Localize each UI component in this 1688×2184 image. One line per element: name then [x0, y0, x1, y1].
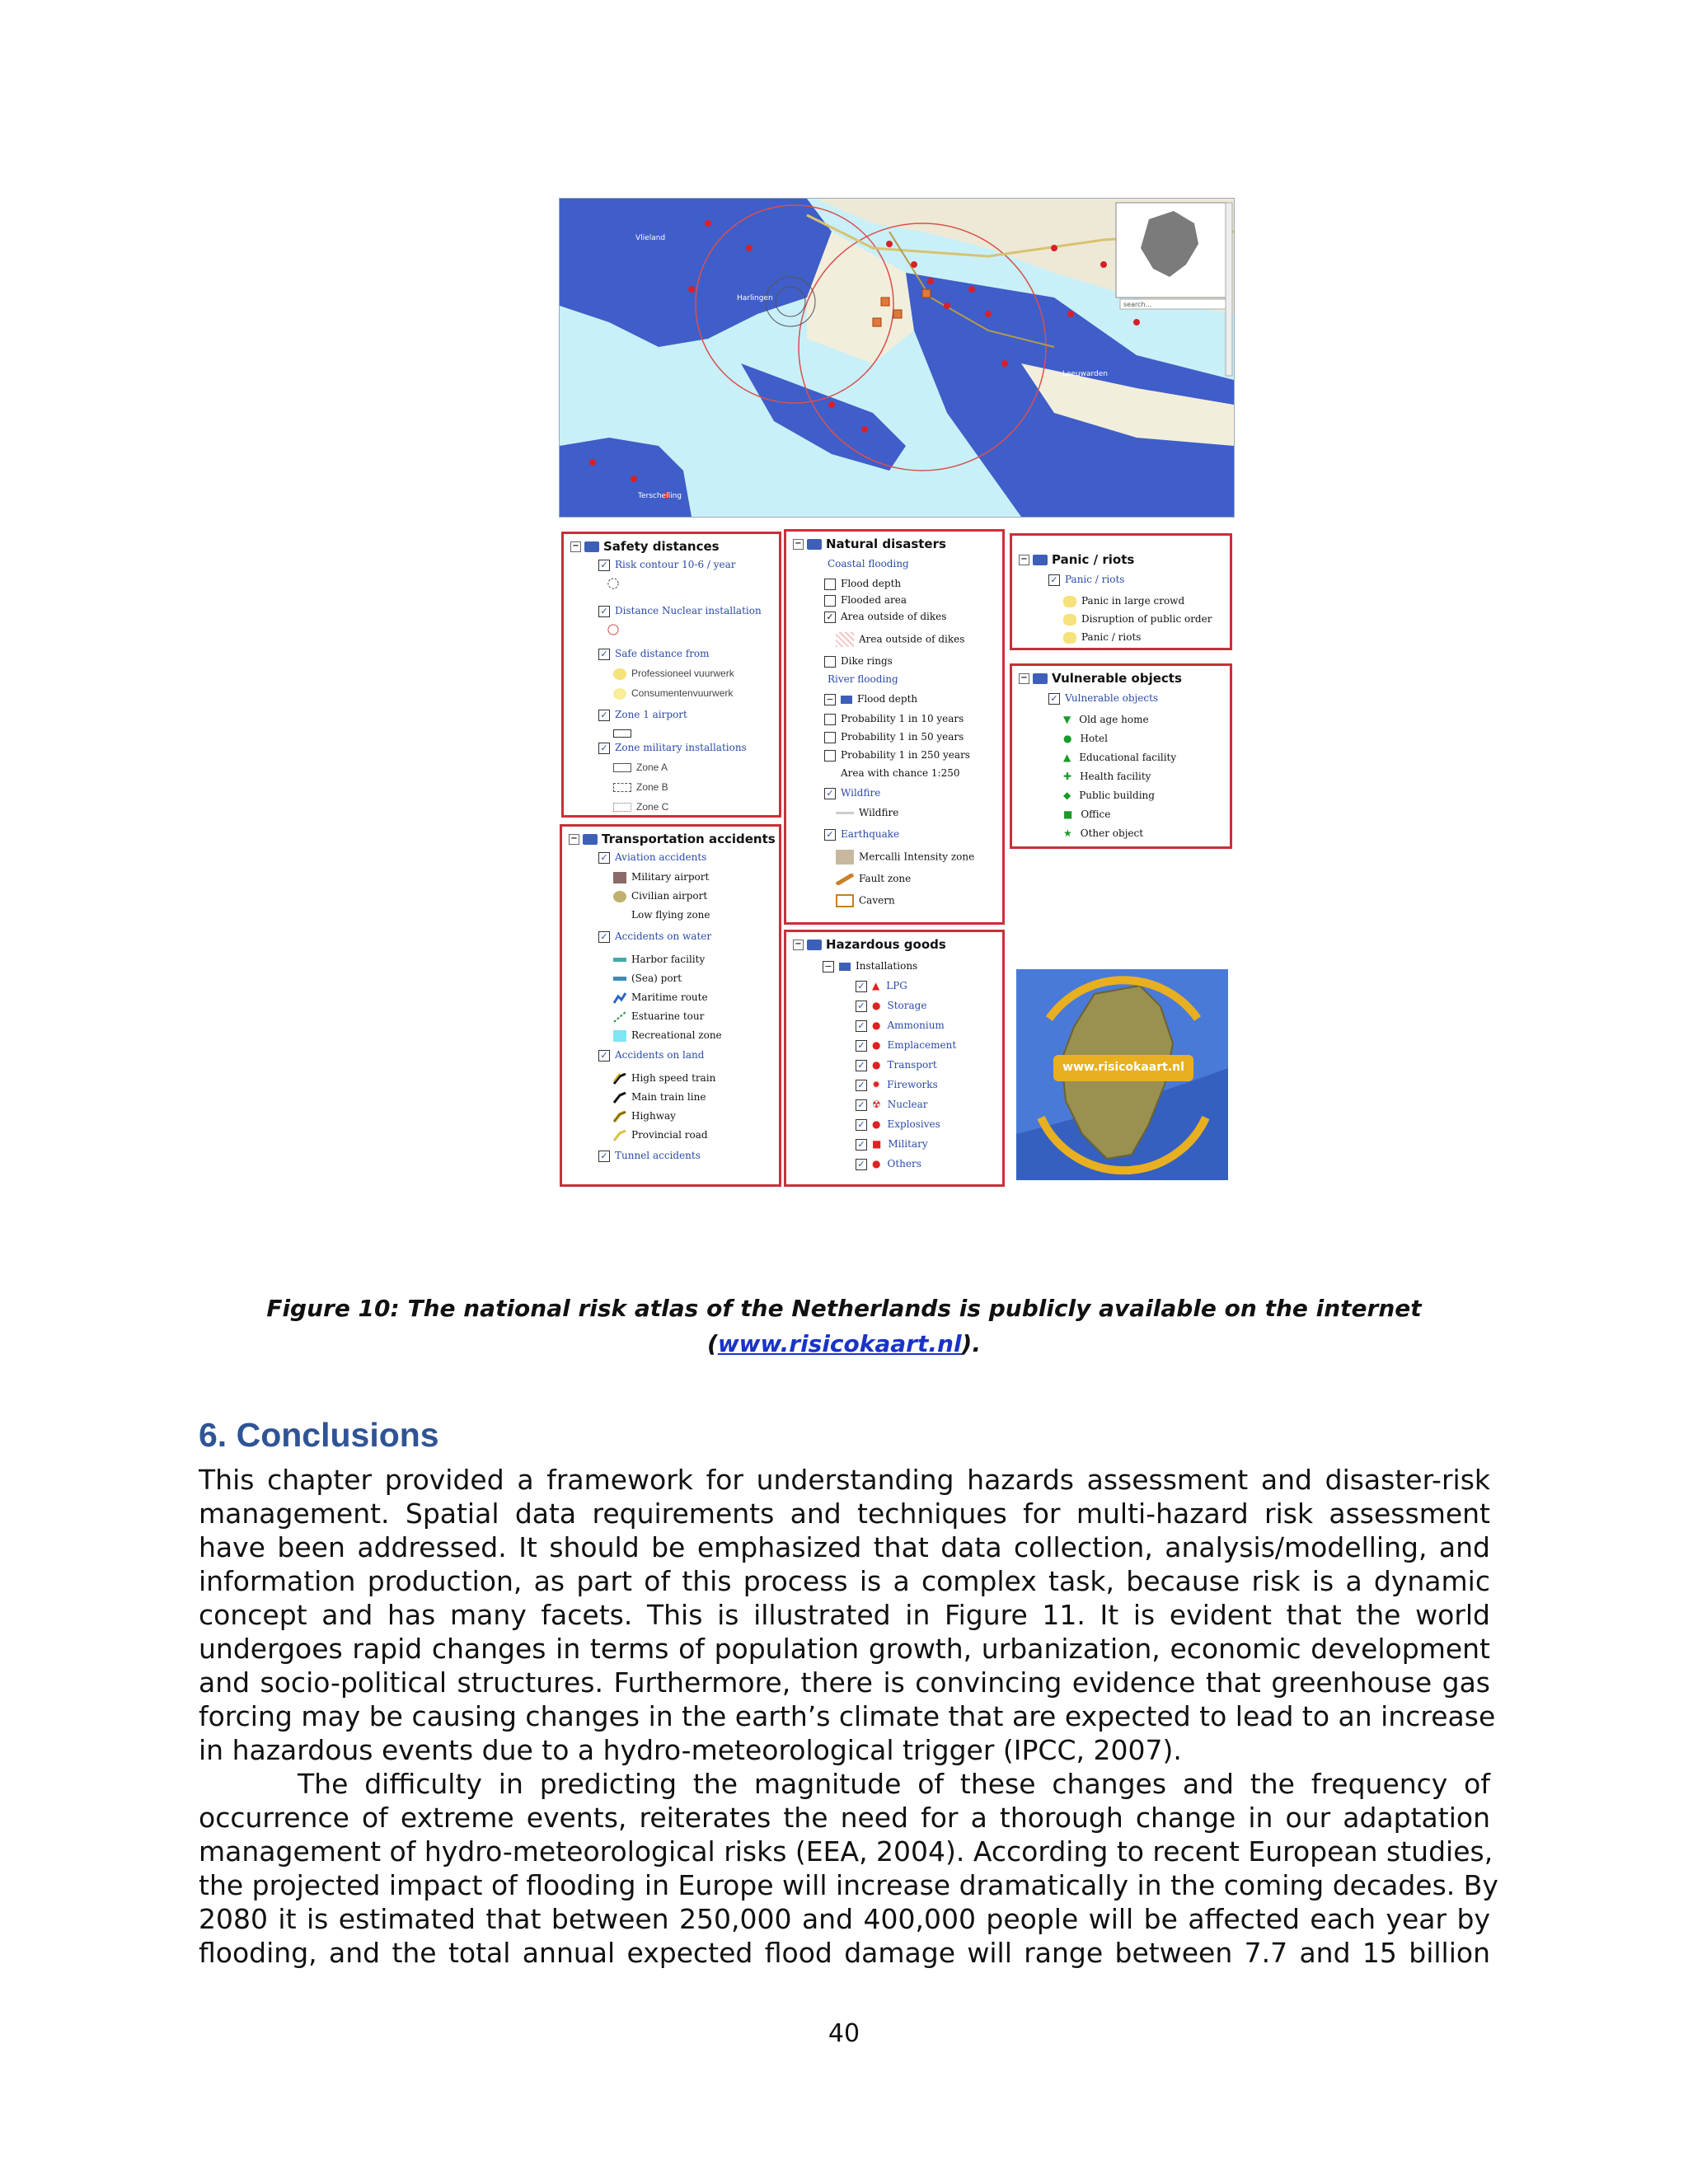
train-icon — [613, 1073, 626, 1085]
recreational-zone-icon — [613, 1030, 626, 1042]
rectangle-icon — [613, 729, 631, 738]
maritime-route-icon — [613, 992, 626, 1004]
cavern-icon — [836, 894, 854, 907]
dot-icon: ● — [872, 1000, 881, 1011]
dot-icon: ● — [872, 1118, 881, 1130]
education-icon: ▲ — [1063, 752, 1071, 763]
checkbox[interactable]: ✓ — [598, 1151, 610, 1162]
folder-icon — [841, 696, 852, 704]
dot-icon: ● — [872, 1158, 881, 1169]
paragraph-line: forcing may be causing changes in the earth’s climate that are expected to lead to an increase — [199, 1700, 1496, 1732]
harbor-icon — [613, 958, 626, 962]
collapse-toggle[interactable]: − — [1019, 555, 1029, 565]
paragraph-line: information production, as part of this process is a complex task, because risk is a dynamic — [199, 1565, 1490, 1597]
map-label: Harlingen — [737, 294, 773, 302]
checkbox[interactable]: ✓ — [598, 1050, 610, 1062]
checkbox[interactable]: ✓ — [856, 1040, 867, 1052]
paragraph-line: flooding, and the total annual expected flood damage will range between 7.7 and 15 billion — [199, 1937, 1490, 1969]
train-icon — [613, 1092, 626, 1104]
folder-icon — [839, 963, 851, 971]
collapse-toggle[interactable]: − — [570, 541, 581, 552]
wildfire-icon — [836, 812, 854, 814]
panel-transportation-accidents: − Transportation accidents ✓ Aviation accidents Military airport Civilian airport Low flying zone ✓ Accidents on water Harbor facility (Sea) port Maritime route Estuarine tour Recreational zone ✓ Accidents on land High speed train Main train line Highway Provincial road ✓ Tunnel accidents — [560, 824, 781, 1187]
panel-title: − Hazardous goods — [793, 937, 946, 952]
zone-icon — [613, 783, 631, 792]
old-age-home-icon: ▼ — [1063, 714, 1071, 725]
firework-icon — [613, 688, 626, 700]
paragraph-line: and socio-political structures. Furthermore, there is convincing evidence that greenhouse gas — [199, 1666, 1490, 1699]
paragraph-line: management of hydro-meteorological risks (EEA, 2004). According to recent European studies, — [199, 1835, 1493, 1868]
checkbox[interactable]: ✓ — [824, 612, 836, 623]
dashed-circle-icon — [607, 578, 620, 589]
folder-icon — [584, 541, 599, 552]
checkbox[interactable]: ✓ — [856, 1001, 867, 1012]
map-graphic — [560, 199, 1234, 517]
risicokaart-logo[interactable] — [1016, 969, 1228, 1180]
checkbox[interactable]: ✓ — [598, 560, 610, 571]
provincial-road-icon — [613, 1130, 626, 1141]
collapse-toggle[interactable]: − — [569, 834, 579, 845]
paragraph-line: The difficulty in predicting the magnitude of these changes and the frequency of — [298, 1768, 1490, 1800]
square-icon: ■ — [872, 1138, 882, 1150]
checkbox[interactable] — [824, 579, 836, 590]
paragraph-line: the projected impact of flooding in Europe will increase dramatically in the coming decades. By — [199, 1869, 1498, 1901]
hatched-area-icon — [836, 632, 854, 647]
map-label: Terschelling — [638, 492, 682, 500]
folder-icon — [1033, 673, 1048, 684]
panel-title: − Vulnerable objects — [1019, 671, 1182, 686]
office-icon: ■ — [1063, 808, 1073, 820]
panel-title: − Safety distances — [570, 539, 720, 554]
checkbox[interactable]: ✓ — [598, 606, 610, 617]
nuclear-icon: ☢ — [872, 1099, 881, 1110]
checkbox[interactable]: ✓ — [856, 981, 867, 992]
checkbox[interactable]: − — [824, 694, 836, 705]
collapse-toggle[interactable]: − — [793, 539, 804, 550]
zone-icon — [613, 803, 631, 812]
risk-map[interactable] — [559, 198, 1235, 518]
map-label: Vlieland — [635, 234, 666, 242]
panel-vulnerable-objects: − Vulnerable objects ✓ Vulnerable objects ▼ Old age home ● Hotel ▲ Educational facility ✚ Health facility ◆ Public building ■ Office ★ Other object — [1010, 663, 1232, 849]
panel-safety-distances: − Safety distances ✓ Risk contour 10-6 / year ✓ Distance Nuclear installation ✓ Safe distance from Professioneel vuurwerk Consumentenvuurwerk ✓ Zone 1 airport ✓ Zone military installations Zone A Zone B Zone C — [561, 532, 781, 818]
paragraph-line: occurrence of extreme events, reiterates the need for a thorough change in our adaptation — [199, 1802, 1490, 1834]
checkbox[interactable] — [824, 732, 836, 743]
panel-natural-disasters: − Natural disasters Coastal flooding Flood depth Flooded area ✓ Area outside of dikes Area outside of dikes Dike rings River flooding − Flood depth Probability 1 in 10 years Probability 1 in 50 years Probability 1 in 250 years Area with chance 1:250 ✓ Wildfire Wildfire ✓ Earthquake Mercalli Intensity zone Fault zone Cavern — [784, 529, 1005, 925]
checkbox[interactable]: ✓ — [1048, 574, 1060, 586]
figure-caption-link-line: (www.risicokaart.nl). — [707, 1330, 981, 1357]
folder-icon — [807, 940, 822, 950]
low-flying-icon — [613, 910, 626, 921]
crowd-icon — [1063, 596, 1076, 607]
folder-icon — [583, 834, 598, 845]
port-icon — [613, 977, 626, 981]
firework-icon — [613, 668, 626, 680]
circle-icon — [607, 624, 620, 635]
checkbox[interactable] — [824, 714, 836, 725]
paragraph-line: have been addressed. It should be emphasized that data collection, analysis/modelling, and — [199, 1531, 1490, 1563]
collapse-toggle[interactable]: − — [1019, 673, 1029, 684]
folder-icon — [807, 539, 822, 550]
disruption-icon — [1063, 614, 1076, 626]
paragraph-line: 2080 it is estimated that between 250,000 and 400,000 people will be affected each year by — [199, 1903, 1490, 1935]
checkbox[interactable]: ✓ — [824, 829, 836, 841]
checkbox[interactable]: ✓ — [856, 1080, 867, 1091]
checkbox[interactable]: − — [823, 961, 834, 972]
checkbox[interactable]: ✓ — [856, 1119, 867, 1131]
checkbox[interactable]: ✓ — [856, 1099, 867, 1111]
checkbox[interactable]: ✓ — [598, 710, 610, 721]
health-icon: ✚ — [1063, 771, 1072, 782]
other-object-icon: ★ — [1063, 827, 1072, 839]
checkbox[interactable]: ✓ — [598, 743, 610, 754]
military-airport-icon — [613, 872, 626, 883]
risicokaart-link[interactable]: www.risicokaart.nl — [717, 1330, 962, 1357]
dot-icon: ● — [872, 1039, 881, 1051]
estuarine-tour-icon — [613, 1011, 626, 1023]
checkbox[interactable]: ✓ — [598, 931, 610, 943]
triangle-icon: ▲ — [872, 980, 880, 991]
zone-icon — [613, 763, 631, 772]
checkbox[interactable]: ✓ — [598, 649, 610, 660]
checkbox[interactable] — [824, 750, 836, 762]
panel-title: − Panic / riots — [1019, 552, 1134, 567]
hotel-icon: ● — [1063, 733, 1072, 744]
checkbox[interactable]: ✓ — [856, 1020, 867, 1032]
checkbox[interactable]: ✓ — [598, 852, 610, 864]
collapse-toggle[interactable]: − — [793, 940, 804, 950]
panel-title: − Transportation accidents — [569, 832, 776, 846]
paragraph-line: This chapter provided a framework for understanding hazards assessment and disaster-risk — [199, 1464, 1490, 1496]
paragraph-line: undergoes rapid changes in terms of population growth, urbanization, economic development — [199, 1633, 1490, 1665]
folder-icon — [1033, 555, 1048, 565]
figure-caption: Figure 10: The national risk atlas of the Netherlands is publicly available on the internet — [266, 1295, 1422, 1322]
checkbox[interactable] — [824, 595, 836, 607]
checkbox[interactable]: ✓ — [1048, 693, 1060, 705]
highway-icon — [613, 1111, 626, 1122]
checkbox[interactable]: ✓ — [856, 1060, 867, 1071]
checkbox[interactable]: ✓ — [824, 788, 836, 799]
panel-panic-riots: − Panic / riots ✓ Panic / riots Panic in large crowd Disruption of public order Panic / riots — [1010, 533, 1232, 650]
dot-icon: ● — [872, 1019, 881, 1031]
map-search: search... — [1123, 301, 1152, 308]
logo-text: www.risicokaart.nl — [1062, 1061, 1184, 1074]
checkbox[interactable] — [824, 768, 836, 780]
paragraph-line: in hazardous events due to a hydro-meteorological trigger (IPCC, 2007). — [199, 1734, 1182, 1766]
fault-zone-icon — [836, 874, 854, 885]
dot-icon: ● — [872, 1059, 881, 1071]
civilian-airport-icon — [613, 891, 626, 902]
checkbox[interactable]: ✓ — [856, 1139, 867, 1151]
paragraph-line: concept and has many facets. This is illustrated in Figure 11. It is evident that the world — [199, 1599, 1490, 1631]
panel-title: − Natural disasters — [793, 537, 946, 551]
section-heading: 6. Conclusions — [199, 1416, 439, 1454]
firework-icon: ✹ — [872, 1079, 881, 1090]
panel-hazardous-goods: − Hazardous goods − Installations ✓ ▲ LPG ✓ ● Storage ✓ ● Ammonium ✓ ● Emplacement ✓ ● Transport ✓ ✹ Fireworks ✓ ☢ Nuclear ✓ ● Explosives ✓ ■ Military ✓ ● Others — [784, 930, 1005, 1187]
mercalli-zone-icon — [836, 850, 854, 865]
checkbox[interactable]: ✓ — [856, 1159, 867, 1170]
logo-graphic — [1016, 969, 1228, 1180]
map-label: Leeuwarden — [1062, 370, 1109, 378]
checkbox[interactable] — [824, 656, 836, 668]
riot-icon — [1063, 632, 1076, 644]
page-number: 40 — [828, 2019, 860, 2048]
public-building-icon: ◆ — [1063, 790, 1071, 801]
paragraph-line: management. Spatial data requirements and techniques for multi-hazard risk assessment — [199, 1497, 1490, 1530]
